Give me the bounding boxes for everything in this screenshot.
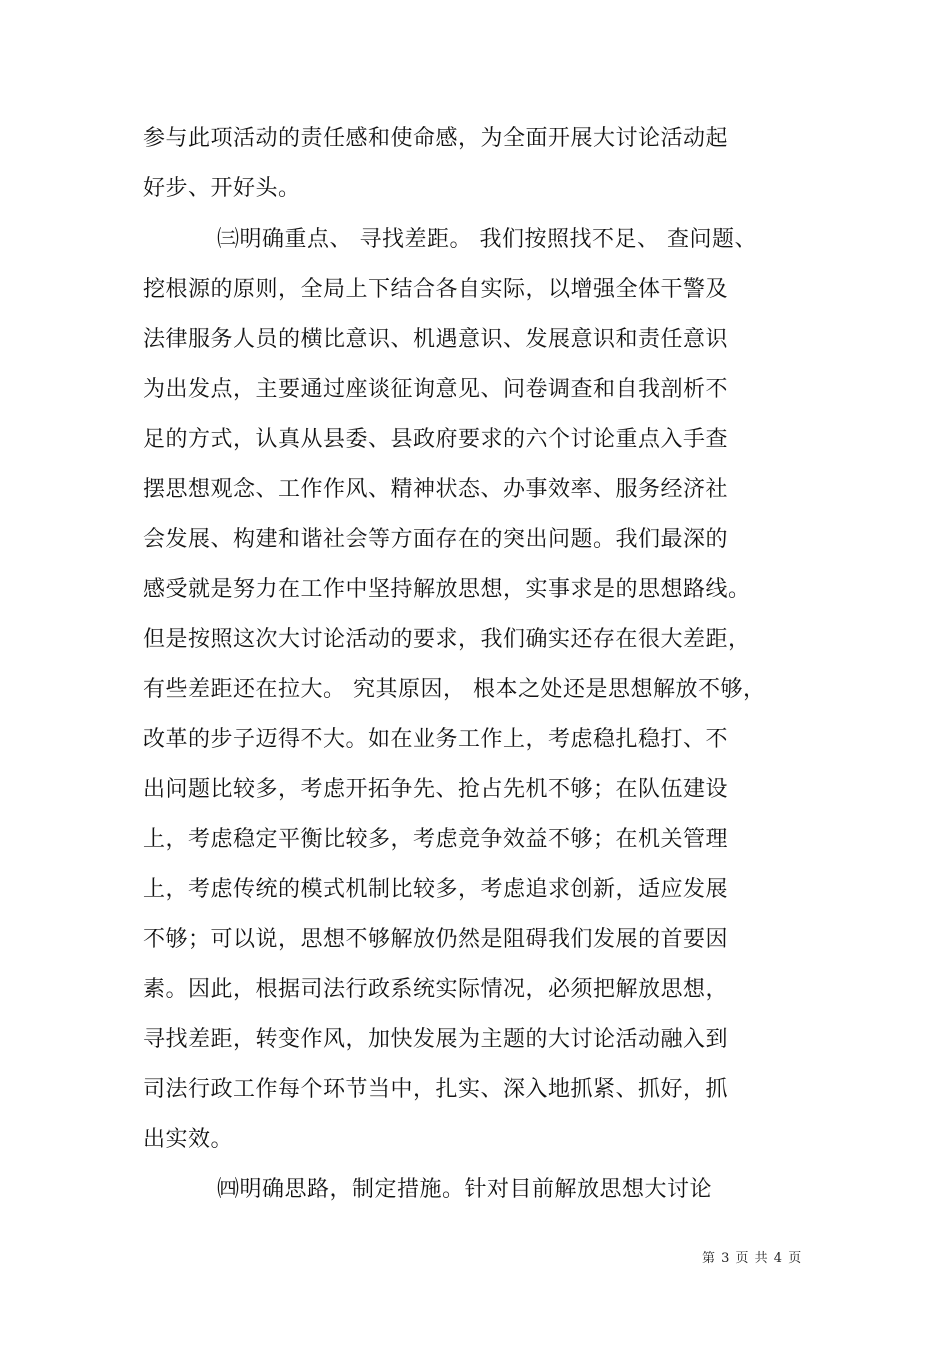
text-line: 司法行政工作每个环节当中，扎实、深入地抓紧、抓好，抓: [143, 1077, 729, 1102]
text-line: 改革的步子迈得不大。如在业务工作上，考虑稳扎稳打、不: [143, 727, 729, 752]
text-line: 出实效。: [143, 1127, 234, 1152]
text-line: 素。因此，根据司法行政系统实际情况，必须把解放思想，: [143, 977, 729, 1002]
paragraph-heading-4: ㈣明确思路，制定措施。针对目前解放思想大讨论: [217, 1177, 713, 1202]
text-line: 上，考虑传统的模式机制比较多，考虑追求创新，适应发展: [143, 877, 729, 902]
paragraph-heading-3: ㈢明确重点、 寻找差距。 我们按照找不足、 查问题、: [217, 227, 757, 252]
text-line: 出问题比较多，考虑开拓争先、抢占先机不够；在队伍建设: [143, 777, 729, 802]
text-line: 寻找差距，转变作风，加快发展为主题的大讨论活动融入到: [143, 1027, 729, 1052]
text-line: 会发展、构建和谐社会等方面存在的突出问题。我们最深的: [143, 527, 729, 552]
text-line: 好步、开好头。: [143, 176, 301, 201]
text-line: 挖根源的原则，全局上下结合各自实际，以增强全体干警及: [143, 277, 729, 302]
text-line: 感受就是努力在工作中坚持解放思想，实事求是的思想路线。: [143, 577, 751, 602]
page-footer: 第 3 页 共 4 页: [702, 1251, 803, 1266]
text-line: 有些差距还在拉大。 究其原因， 根本之处还是思想解放不够，: [143, 677, 766, 702]
text-line: 参与此项活动的责任感和使命感，为全面开展大讨论活动起: [143, 126, 729, 151]
text-line: 但是按照这次大讨论活动的要求，我们确实还存在很大差距，: [143, 627, 751, 652]
text-line: 摆思想观念、工作作风、精神状态、办事效率、服务经济社: [143, 477, 729, 502]
text-line: 法律服务人员的横比意识、机遇意识、发展意识和责任意识: [143, 327, 729, 352]
text-line: 上，考虑稳定平衡比较多，考虑竞争效益不够；在机关管理: [143, 827, 729, 852]
text-line: 不够；可以说，思想不够解放仍然是阻碍我们发展的首要因: [143, 927, 729, 952]
text-line: 为出发点，主要通过座谈征询意见、问卷调查和自我剖析不: [143, 377, 729, 402]
text-line: 足的方式，认真从县委、县政府要求的六个讨论重点入手查: [143, 427, 729, 452]
